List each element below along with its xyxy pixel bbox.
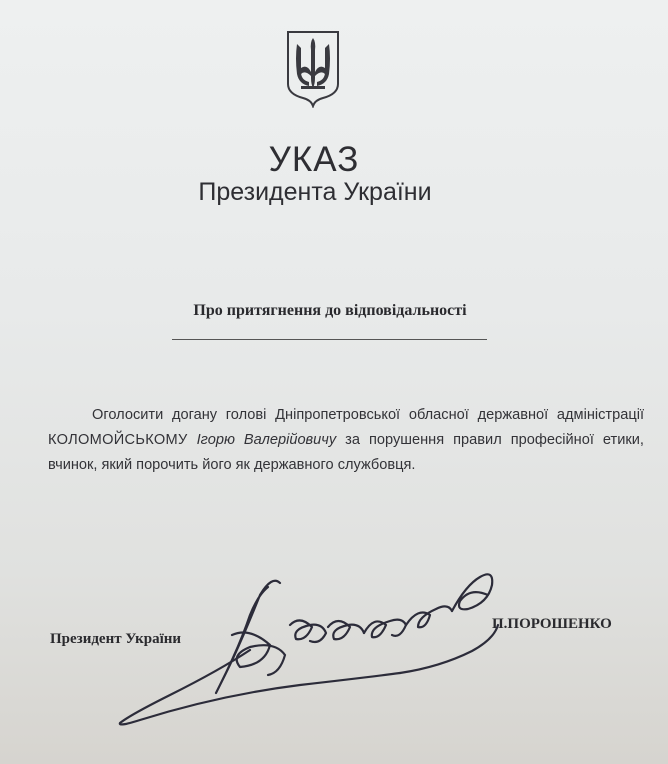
signatory-position: Президент України <box>50 631 182 647</box>
body-text-part1: Оголосити догану голові Дніпропетровської обласної державної адміністрації <box>92 407 644 423</box>
subject-underline <box>172 339 487 340</box>
trident-emblem-icon <box>283 28 343 108</box>
decree-title: УКАЗ <box>268 140 360 179</box>
body-text-part2: за порушення правил професійної етики, вчинок, який порочить його як державного службовця. <box>48 432 644 473</box>
body-given-names: Ігорю Валерійовичу <box>187 432 337 448</box>
body-surname: КОЛОМОЙСЬКОМУ <box>48 432 188 448</box>
signatory-name: П.ПОРОШЕНКО <box>492 616 612 632</box>
handwritten-signature <box>100 555 520 735</box>
decree-body <box>48 403 644 478</box>
decree-subject: Про притягнення до відповідальності <box>193 302 467 319</box>
decree-subtitle: Президента України <box>198 178 432 206</box>
